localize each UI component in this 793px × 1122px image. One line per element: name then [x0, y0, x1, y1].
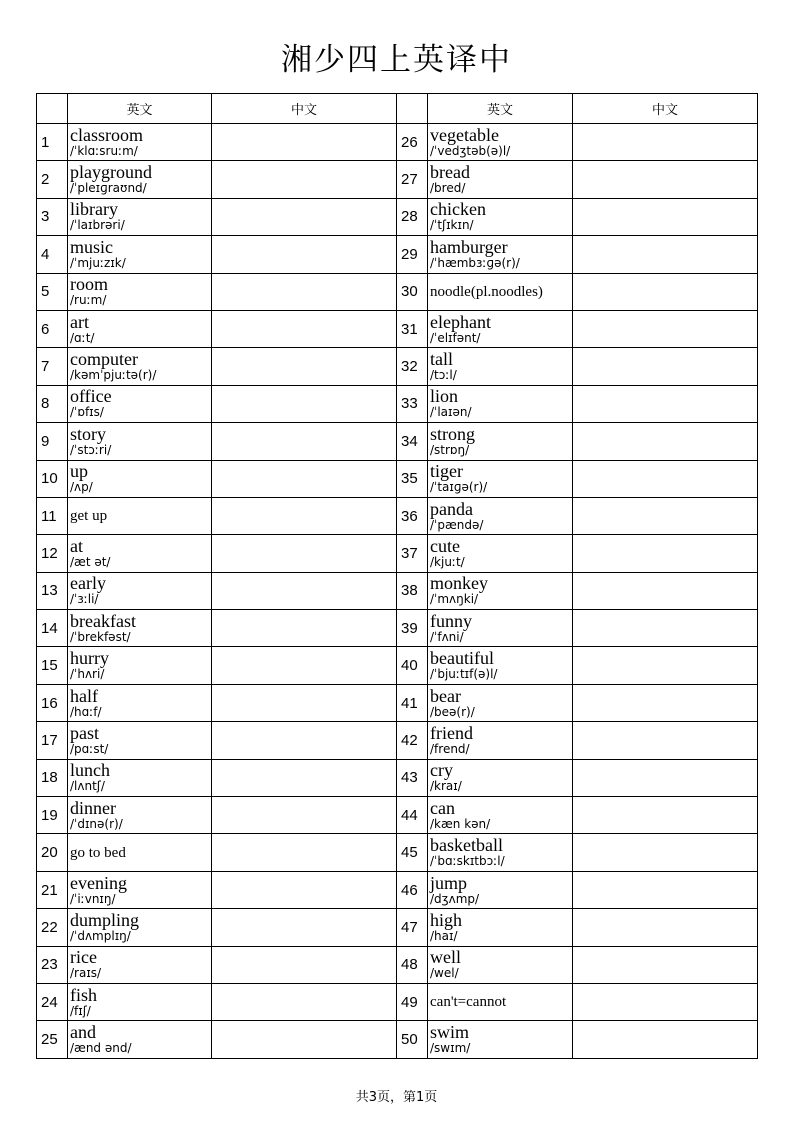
english-word: fish [70, 984, 97, 1005]
english-cell [68, 348, 212, 385]
phonetic-transcription: /haɪ/ [430, 928, 458, 943]
table-row [37, 759, 758, 796]
english-cell [428, 273, 573, 310]
english-word: tall [430, 349, 453, 370]
phonetic-transcription: /ˈlaɪən/ [430, 405, 472, 420]
entry-number: 36 [397, 497, 428, 534]
entry-number: 48 [397, 946, 428, 983]
phonetic-transcription: /ˈtʃɪkɪn/ [430, 218, 474, 233]
entry-number: 6 [37, 310, 68, 347]
chinese-answer-cell[interactable] [212, 684, 397, 721]
english-word: go to bed [70, 844, 126, 861]
english-word: art [70, 311, 89, 332]
phonetic-transcription: /ˈhʌri/ [70, 667, 105, 682]
chinese-answer-cell[interactable] [573, 460, 758, 497]
chinese-answer-cell[interactable] [573, 946, 758, 983]
entry-number: 27 [397, 161, 428, 198]
entry-number: 30 [397, 273, 428, 310]
english-cell [68, 797, 212, 834]
entry-number: 1 [37, 124, 68, 161]
english-cell [68, 834, 212, 871]
english-word: breakfast [70, 610, 136, 631]
english-cell [428, 124, 573, 161]
entry-number: 2 [37, 161, 68, 198]
english-word: music [70, 236, 113, 257]
english-word: past [70, 722, 99, 743]
entry-number: 9 [37, 423, 68, 460]
table-row [37, 124, 758, 161]
english-cell [68, 236, 212, 273]
english-cell [428, 759, 573, 796]
english-word: room [70, 274, 108, 295]
english-cell [68, 722, 212, 759]
page-footer: 共3页，第1页 [355, 1090, 438, 1105]
table-header-row [37, 94, 758, 124]
phonetic-transcription: /ˈbɑːskɪtbɔːl/ [430, 854, 505, 869]
table-row [37, 572, 758, 609]
chinese-answer-cell[interactable] [573, 310, 758, 347]
entry-number: 22 [37, 909, 68, 946]
phonetic-transcription: /pɑːst/ [70, 741, 109, 756]
english-word: dinner [70, 797, 116, 818]
chinese-answer-cell[interactable] [573, 983, 758, 1020]
entry-number: 26 [397, 124, 428, 161]
phonetic-transcription: /fɪʃ/ [70, 1003, 91, 1018]
english-cell [68, 946, 212, 983]
english-word: up [70, 461, 88, 482]
phonetic-transcription: /lʌntʃ/ [70, 779, 105, 794]
english-word: vegetable [430, 124, 499, 145]
phonetic-transcription: /beə(r)/ [430, 704, 475, 719]
phonetic-transcription: /ˈiːvnɪŋ/ [70, 891, 116, 906]
entry-number: 35 [397, 460, 428, 497]
english-word: office [70, 386, 112, 407]
entry-number: 38 [397, 572, 428, 609]
english-cell [68, 572, 212, 609]
entry-number: 4 [37, 236, 68, 273]
chinese-answer-cell[interactable] [573, 535, 758, 572]
phonetic-transcription: /ˈbjuːtɪf(ə)l/ [430, 667, 498, 682]
entry-number: 42 [397, 722, 428, 759]
english-word: lion [430, 386, 459, 407]
entry-number: 15 [37, 647, 68, 684]
chinese-answer-cell[interactable] [212, 1021, 397, 1058]
phonetic-transcription: /ˈdʌmplɪŋ/ [70, 928, 131, 943]
table-row [37, 1021, 758, 1058]
entry-number: 11 [37, 497, 68, 534]
entry-number: 25 [37, 1021, 68, 1058]
table-row [37, 647, 758, 684]
english-word: cute [430, 535, 460, 556]
english-word: well [430, 947, 461, 968]
english-cell [428, 198, 573, 235]
entry-number: 37 [397, 535, 428, 572]
english-cell [68, 871, 212, 908]
phonetic-transcription: /ɑːt/ [70, 330, 95, 345]
table-row [37, 722, 758, 759]
chinese-answer-cell[interactable] [212, 460, 397, 497]
english-cell [68, 124, 212, 161]
entry-number: 3 [37, 198, 68, 235]
table-row [37, 834, 758, 871]
entry-number: 8 [37, 385, 68, 422]
english-cell [68, 647, 212, 684]
chinese-answer-cell[interactable] [573, 684, 758, 721]
phonetic-transcription: /ˈelɪfənt/ [430, 330, 481, 345]
english-cell [68, 198, 212, 235]
entry-number: 24 [37, 983, 68, 1020]
chinese-header-left: 中文 [212, 94, 397, 124]
english-word: high [430, 909, 463, 930]
chinese-answer-cell[interactable] [573, 834, 758, 871]
entry-number: 16 [37, 684, 68, 721]
num-header-right [397, 94, 428, 124]
english-word: bread [430, 162, 470, 183]
english-cell [68, 161, 212, 198]
phonetic-transcription: /ruːm/ [70, 293, 107, 308]
phonetic-transcription: /raɪs/ [70, 966, 102, 981]
phonetic-transcription: /wel/ [430, 966, 459, 981]
english-word: playground [70, 162, 152, 183]
phonetic-transcription: /tɔːl/ [430, 368, 457, 383]
english-cell [428, 310, 573, 347]
entry-number: 45 [397, 834, 428, 871]
english-cell [428, 684, 573, 721]
chinese-answer-cell[interactable] [573, 124, 758, 161]
chinese-answer-cell[interactable] [212, 497, 397, 534]
entry-number: 17 [37, 722, 68, 759]
chinese-answer-cell[interactable] [573, 722, 758, 759]
entry-number: 29 [397, 236, 428, 273]
phonetic-transcription: /frend/ [430, 741, 470, 756]
entry-number: 21 [37, 871, 68, 908]
table-row [37, 684, 758, 721]
phonetic-transcription: /ænd ənd/ [70, 1041, 132, 1056]
phonetic-transcription: /ˈfʌni/ [430, 629, 464, 644]
english-word: dumpling [70, 909, 140, 930]
phonetic-transcription: /ˈstɔːri/ [70, 442, 112, 457]
chinese-answer-cell[interactable] [212, 610, 397, 647]
entry-number: 50 [397, 1021, 428, 1058]
english-word: jump [430, 872, 468, 893]
phonetic-transcription: /bred/ [430, 181, 466, 196]
table-row [37, 385, 758, 422]
english-word: can [430, 797, 455, 818]
chinese-answer-cell[interactable] [212, 759, 397, 796]
table-row [37, 871, 758, 908]
chinese-answer-cell[interactable] [573, 236, 758, 273]
chinese-answer-cell[interactable] [212, 572, 397, 609]
english-cell [68, 273, 212, 310]
english-word: half [70, 685, 98, 706]
english-word: can't=cannot [430, 994, 507, 1011]
chinese-answer-cell[interactable] [573, 273, 758, 310]
english-cell [428, 348, 573, 385]
english-cell [68, 310, 212, 347]
entry-number: 13 [37, 572, 68, 609]
table-row [37, 535, 758, 572]
english-cell [68, 983, 212, 1020]
english-word: basketball [430, 835, 503, 856]
entry-number: 32 [397, 348, 428, 385]
entry-number: 20 [37, 834, 68, 871]
table-row [37, 273, 758, 310]
table-row [37, 946, 758, 983]
english-word: elephant [430, 311, 491, 332]
phonetic-transcription: /æt ət/ [70, 554, 111, 569]
entry-number: 46 [397, 871, 428, 908]
chinese-answer-cell[interactable] [573, 497, 758, 534]
chinese-answer-cell[interactable] [212, 946, 397, 983]
phonetic-transcription: /ˈklɑːsruːm/ [70, 143, 138, 158]
english-cell [428, 909, 573, 946]
entry-number: 5 [37, 273, 68, 310]
entry-number: 14 [37, 610, 68, 647]
chinese-answer-cell[interactable] [212, 909, 397, 946]
chinese-answer-cell[interactable] [212, 310, 397, 347]
entry-number: 40 [397, 647, 428, 684]
english-word: lunch [70, 760, 110, 781]
chinese-header-right: 中文 [573, 94, 758, 124]
english-cell [428, 983, 573, 1020]
english-cell [68, 684, 212, 721]
chinese-answer-cell[interactable] [212, 871, 397, 908]
table-row [37, 161, 758, 198]
phonetic-transcription: /kæn kən/ [430, 816, 491, 831]
table-row [37, 610, 758, 647]
chinese-answer-cell[interactable] [573, 797, 758, 834]
phonetic-transcription: /strɒŋ/ [430, 442, 470, 457]
phonetic-transcription: /ˈbrekfəst/ [70, 629, 131, 644]
english-cell [428, 497, 573, 534]
table-row [37, 236, 758, 273]
english-cell [428, 871, 573, 908]
english-cell [68, 535, 212, 572]
page-title: 湘少四上英译中 [281, 42, 512, 78]
entry-number: 49 [397, 983, 428, 1020]
english-cell [68, 759, 212, 796]
chinese-answer-cell[interactable] [212, 161, 397, 198]
phonetic-transcription: /ˈdɪnə(r)/ [70, 816, 123, 831]
english-cell [428, 236, 573, 273]
english-cell [68, 610, 212, 647]
chinese-answer-cell[interactable] [573, 161, 758, 198]
phonetic-transcription: /ˈlaɪbrəri/ [70, 218, 125, 233]
chinese-answer-cell[interactable] [573, 759, 758, 796]
chinese-answer-cell[interactable] [212, 797, 397, 834]
chinese-answer-cell[interactable] [212, 348, 397, 385]
english-word: evening [70, 872, 127, 893]
chinese-answer-cell[interactable] [573, 385, 758, 422]
english-cell [68, 460, 212, 497]
english-word: friend [430, 722, 473, 743]
english-word: cry [430, 760, 453, 781]
table-row [37, 983, 758, 1020]
english-cell [68, 497, 212, 534]
chinese-answer-cell[interactable] [573, 423, 758, 460]
english-cell [428, 647, 573, 684]
entry-number: 34 [397, 423, 428, 460]
entry-number: 33 [397, 385, 428, 422]
english-cell [428, 610, 573, 647]
english-word: bear [430, 685, 461, 706]
english-cell [68, 385, 212, 422]
chinese-answer-cell[interactable] [212, 385, 397, 422]
table-row [37, 909, 758, 946]
english-word: beautiful [430, 648, 494, 669]
english-word: swim [430, 1022, 470, 1043]
english-word: monkey [430, 573, 488, 594]
phonetic-transcription: /ˈɒfɪs/ [70, 405, 104, 420]
english-cell [428, 460, 573, 497]
phonetic-transcription: /hɑːf/ [70, 704, 102, 719]
english-cell [428, 797, 573, 834]
vocabulary-table [36, 93, 758, 1059]
english-word: rice [70, 947, 97, 968]
phonetic-transcription: /ˈtaɪɡə(r)/ [430, 480, 488, 495]
entry-number: 19 [37, 797, 68, 834]
phonetic-transcription: /ˈpleɪɡraʊnd/ [70, 181, 147, 196]
english-word: chicken [430, 199, 486, 220]
chinese-answer-cell[interactable] [212, 535, 397, 572]
chinese-answer-cell[interactable] [212, 198, 397, 235]
num-header-left [37, 94, 68, 124]
english-word: panda [430, 498, 473, 519]
phonetic-transcription: /ˈpændə/ [430, 517, 484, 532]
phonetic-transcription: /ˈɜːli/ [70, 592, 99, 607]
entry-number: 7 [37, 348, 68, 385]
chinese-answer-cell[interactable] [573, 572, 758, 609]
entry-number: 43 [397, 759, 428, 796]
table-row [37, 423, 758, 460]
english-word: computer [70, 349, 138, 370]
english-cell [428, 946, 573, 983]
entry-number: 18 [37, 759, 68, 796]
entry-number: 44 [397, 797, 428, 834]
entry-number: 31 [397, 310, 428, 347]
chinese-answer-cell[interactable] [212, 983, 397, 1020]
chinese-answer-cell[interactable] [573, 198, 758, 235]
table-row [37, 797, 758, 834]
english-word: tiger [430, 461, 463, 482]
english-cell [428, 1021, 573, 1058]
english-word: hurry [70, 648, 109, 669]
english-cell [428, 423, 573, 460]
entry-number: 10 [37, 460, 68, 497]
chinese-answer-cell[interactable] [212, 236, 397, 273]
phonetic-transcription: /kraɪ/ [430, 779, 462, 794]
table-row [37, 198, 758, 235]
chinese-answer-cell[interactable] [212, 423, 397, 460]
phonetic-transcription: /dʒʌmp/ [430, 891, 480, 906]
table-row [37, 460, 758, 497]
phonetic-transcription: /ˈhæmbɜːɡə(r)/ [430, 255, 520, 270]
chinese-answer-cell[interactable] [573, 348, 758, 385]
english-word: hamburger [430, 236, 508, 257]
english-cell [68, 423, 212, 460]
english-cell [428, 722, 573, 759]
english-word: story [70, 423, 106, 444]
english-cell [428, 572, 573, 609]
chinese-answer-cell[interactable] [212, 647, 397, 684]
entry-number: 28 [397, 198, 428, 235]
english-cell [428, 535, 573, 572]
chinese-answer-cell[interactable] [212, 722, 397, 759]
phonetic-transcription: /ʌp/ [70, 480, 93, 495]
english-word: noodle(pl.noodles) [430, 283, 543, 300]
chinese-answer-cell[interactable] [573, 871, 758, 908]
table-row [37, 310, 758, 347]
english-header-right: 英文 [428, 94, 573, 124]
english-word: library [70, 199, 118, 220]
english-word: and [70, 1022, 96, 1043]
chinese-answer-cell[interactable] [573, 610, 758, 647]
entry-number: 12 [37, 535, 68, 572]
entry-number: 23 [37, 946, 68, 983]
entry-number: 47 [397, 909, 428, 946]
chinese-answer-cell[interactable] [573, 1021, 758, 1058]
phonetic-transcription: /ˈmʌŋki/ [430, 592, 479, 607]
chinese-answer-cell[interactable] [212, 834, 397, 871]
phonetic-transcription: /ˈvedʒtəb(ə)l/ [430, 143, 511, 158]
english-word: get up [70, 508, 108, 525]
english-header-left: 英文 [68, 94, 212, 124]
english-word: classroom [70, 124, 143, 145]
chinese-answer-cell[interactable] [212, 273, 397, 310]
table-row [37, 348, 758, 385]
english-cell [428, 834, 573, 871]
english-word: at [70, 535, 83, 556]
chinese-answer-cell[interactable] [212, 124, 397, 161]
english-word: early [70, 573, 106, 594]
table-row [37, 497, 758, 534]
english-word: strong [430, 423, 475, 444]
english-word: funny [430, 610, 472, 631]
english-cell [68, 1021, 212, 1058]
entry-number: 41 [397, 684, 428, 721]
phonetic-transcription: /swɪm/ [430, 1041, 471, 1056]
chinese-answer-cell[interactable] [573, 909, 758, 946]
chinese-answer-cell[interactable] [573, 647, 758, 684]
phonetic-transcription: /kəmˈpjuːtə(r)/ [70, 368, 157, 383]
phonetic-transcription: /ˈmjuːzɪk/ [70, 255, 126, 270]
phonetic-transcription: /kjuːt/ [430, 554, 465, 569]
english-cell [428, 385, 573, 422]
english-cell [428, 161, 573, 198]
english-cell [68, 909, 212, 946]
entry-number: 39 [397, 610, 428, 647]
